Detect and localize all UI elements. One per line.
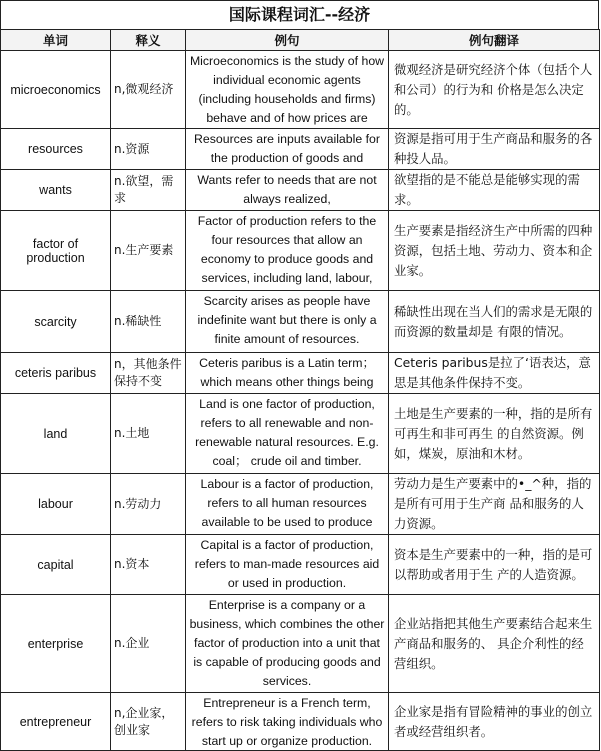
table-row — [1, 595, 600, 693]
example-cell — [186, 693, 389, 751]
example-cell — [186, 353, 389, 394]
translation-cell: 资源是指可用于生产商品和服务的各种投人品。 — [389, 129, 600, 170]
example-text: Labour is a factor of production, refers to all human resources available to be used to produce — [200, 477, 374, 529]
definition-cell: n.欲望，需求 — [111, 170, 186, 211]
table-row — [1, 394, 600, 474]
example-cell — [186, 129, 389, 170]
word-cell: wants — [1, 170, 111, 211]
translation-cell: 企业家是指有冒险精神的事业的创立者或经营组织者。 — [389, 693, 600, 751]
header-definition: 释义 — [111, 30, 186, 51]
definition-cell: n，其他条件保持不变 — [111, 353, 186, 394]
example-cell — [186, 595, 389, 693]
translation-cell: Ceteris paribus是拉了‘语表达，意思是其他条件保持不变。 — [389, 353, 600, 394]
definition-cell: n.资本 — [111, 535, 186, 595]
definition-cell: n,企业家，创业家 — [111, 693, 186, 751]
translation-cell: 生产要素是指经济生产中所需的四种资源，包括土地、劳动力、资本和企业家。 — [389, 211, 600, 291]
example-cell — [186, 170, 389, 211]
word-cell: capital — [1, 535, 111, 595]
translation-cell: 欲望指的是不能总是能够实现的需求。 — [389, 170, 600, 211]
table-row — [1, 291, 600, 353]
example-cell — [186, 211, 389, 291]
example-text: Enterprise is a company or a business, which combines the other factor of production into a unit that is capable of producing goods and services. — [189, 597, 385, 688]
example-cell — [186, 474, 389, 535]
example-text: Microeconomics is the study of how individual economic agents (including households and firms) behave and of how prices are — [189, 53, 385, 125]
header-word: 单词 — [1, 30, 111, 51]
example-text: Capital is a factor of production, refers to man-made resources aid or used in production. — [194, 537, 380, 590]
translation-cell: 企业站指把其他生产要素结合起来生产商品和服务的、 具企介利性的经营组织。 — [389, 595, 600, 693]
table-row — [1, 129, 600, 170]
definition-cell: n.企业 — [111, 595, 186, 693]
table-row — [1, 535, 600, 595]
example-cell — [186, 51, 389, 129]
example-text: Resources are inputs available for the production of goods and — [194, 131, 380, 165]
translation-cell: 劳动力是生产要素中的•_^种，指的是所有可用于生产商 品和服务的人力资源。 — [389, 474, 600, 535]
definition-cell: n,微观经济 — [111, 51, 186, 129]
word-cell: microeconomics — [1, 51, 111, 129]
example-text: Scarcity arises as people have indefinite want but there is only a finite amount of resources. — [197, 293, 377, 346]
table-row — [1, 693, 600, 751]
word-cell: labour — [1, 474, 111, 535]
example-text: Wants refer to needs that are not always realized, — [197, 172, 377, 206]
table-row — [1, 211, 600, 291]
example-cell — [186, 394, 389, 474]
table-row — [1, 170, 600, 211]
header-translation: 例句翻译 — [389, 30, 600, 51]
page-title: 国际课程词汇--经济 — [0, 0, 599, 29]
table-row — [1, 474, 600, 535]
word-cell: resources — [1, 129, 111, 170]
example-text: Entrepreneur is a French term, refers to risk taking individuals who start up or organize production. — [191, 695, 383, 748]
translation-cell: 土地是生产要素的一种，指的是所有可再生和非可再生 的自然资源。例如，煤炭，原油和木材。 — [389, 394, 600, 474]
definition-cell: n.劳动力 — [111, 474, 186, 535]
word-cell: scarcity — [1, 291, 111, 353]
header-row — [1, 30, 600, 51]
header-example: 例句 — [186, 30, 389, 51]
example-cell — [186, 291, 389, 353]
example-cell — [186, 535, 389, 595]
word-cell: factor of production — [1, 211, 111, 291]
translation-cell: 微观经济是研究经济个体（包括个人和公司）的行为和 价格是怎么决定的。 — [389, 51, 600, 129]
table-row — [1, 51, 600, 129]
word-cell: entrepreneur — [1, 693, 111, 751]
definition-cell: n.土地 — [111, 394, 186, 474]
translation-cell: 资本是生产要素中的一种，指的是可以帮助或者用于生 产的人造资源。 — [389, 535, 600, 595]
translation-cell: 稀缺性出现在当人们的需求是无限的而资源的数量却是 有限的情况。 — [389, 291, 600, 353]
vocabulary-table — [0, 29, 600, 751]
table-row — [1, 353, 600, 394]
example-text: Land is one factor of production, refers to all renewable and non-renewable natural resources. E.g. coal； crude oil and timber. — [195, 396, 379, 468]
word-cell: ceteris paribus — [1, 353, 111, 394]
definition-cell: n.稀缺性 — [111, 291, 186, 353]
word-cell: enterprise — [1, 595, 111, 693]
definition-cell: n.生产要素 — [111, 211, 186, 291]
word-cell: land — [1, 394, 111, 474]
definition-cell: n.资源 — [111, 129, 186, 170]
example-text: Factor of production refers to the four resources that allow an economy to produce goods and services, including land, labour, — [197, 213, 377, 285]
example-text: Ceteris paribus is a Latin term； which means other things being — [199, 356, 375, 389]
